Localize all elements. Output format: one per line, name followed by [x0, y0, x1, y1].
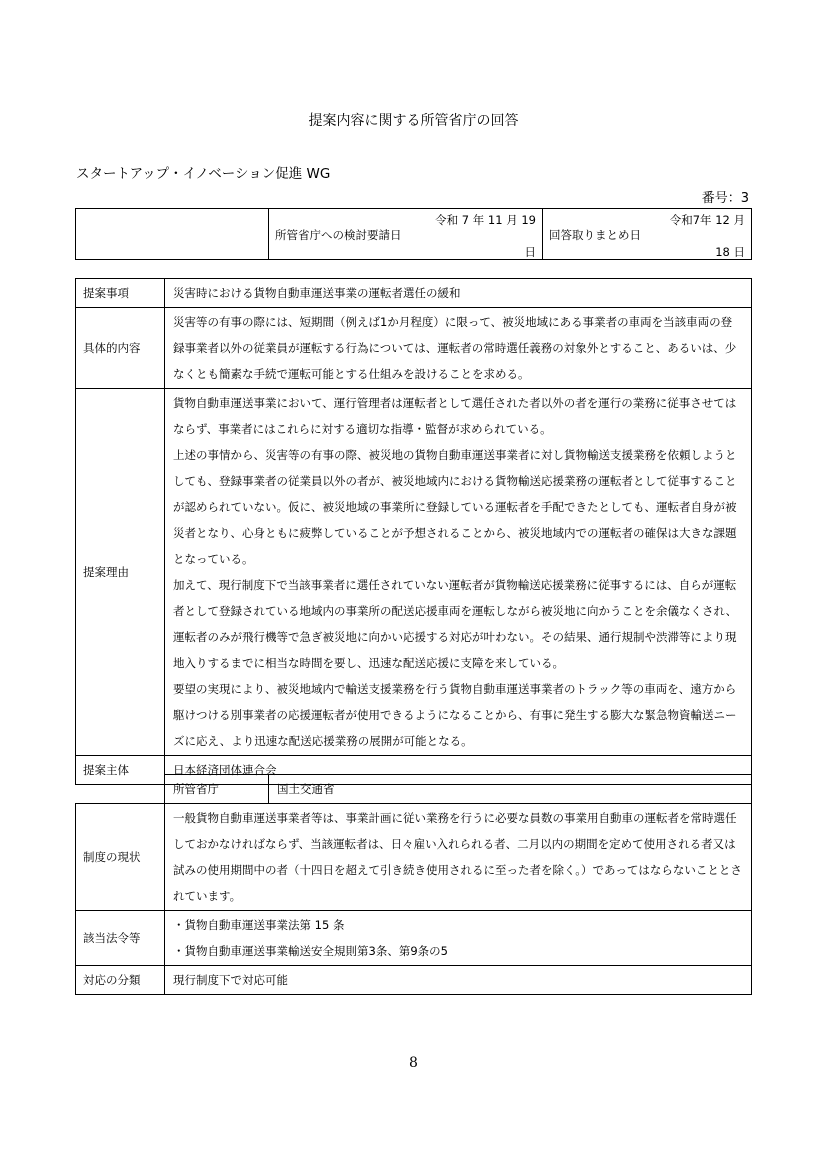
request-date-line1: 令和 7 年 11 月 19	[435, 213, 536, 227]
subject-label: 提案事項	[76, 279, 165, 308]
header-table	[75, 208, 752, 260]
request-date-cell	[269, 209, 543, 260]
reason-paragraph: 加えて、現行制度下で当該事業者に選任されていない運転者が貨物輸送応援業務に従事するには、自らが運転者として登録されている地域内の事業所の配送応援車両を運転しながら被災地に向かうことを余儀なくされ、運転者のみが飛行機等で急ぎ被災地に向かい応援する対応が叶わない。その結果、通行規制や渋滞等により現地入りするまでに相当な時間を要し、迅速な配送応援に支障を来している。	[173, 578, 738, 670]
answer-date-line1: 令和7年 12 月	[669, 213, 745, 227]
proposer-text: 日本経済団体連合会	[165, 756, 752, 785]
law-text	[165, 911, 752, 966]
subject-row	[76, 279, 752, 308]
answer-date-line2: 18 日	[715, 245, 745, 259]
answer-date-cell	[543, 209, 752, 260]
current-row	[76, 804, 752, 911]
reason-row	[76, 389, 752, 756]
ministry-row	[76, 775, 752, 804]
detail-label: 具体的内容	[76, 308, 165, 389]
law-label: 該当法令等	[76, 911, 165, 966]
ministry-text: 国土交通省	[269, 775, 752, 804]
request-date-label: 所管省庁への検討要請日	[275, 228, 402, 242]
category-row	[76, 966, 752, 995]
reason-paragraph: 貨物自動車運送事業において、運行管理者は運転者として選任された者以外の者を運行の業務に従事させてはならず、事業者にはこれらに対する適切な指導・監督が求められている。	[173, 396, 737, 436]
ministry-label: 所管省庁	[165, 775, 269, 804]
detail-text: 災害等の有事の際には、短期間（例えば1か月程度）に限って、被災地域にある事業者の車両を当該車両の登録事業者以外の従業員が運転する行為については、運転者の常時選任義務の対象外とすること、あるいは、少なくとも簡素な手続で運転可能とする仕組みを設けることを求める。	[165, 308, 752, 389]
answer-table	[75, 774, 752, 995]
category-label: 対応の分類	[76, 966, 165, 995]
reason-text	[165, 389, 752, 756]
category-text: 現行制度下で対応可能	[165, 966, 752, 995]
detail-row	[76, 308, 752, 389]
subject-text: 災害時における貨物自動車運送事業の運転者選任の緩和	[165, 279, 752, 308]
reason-paragraph: 上述の事情から、災害等の有事の際、被災地の貨物自動車運送事業者に対し貨物輸送支援業務を依頼しようとしても、登録事業者の従業員以外の者が、被災地域内における貨物輸送応援業務の運転者として従事することが認められていない。仮に、被災地域の事業所に登録している運転者を手配できたとしても、運転者自身が被災者となり、心身ともに疲弊していることが予想されることから、被災地域内での運転者の確保は大きな課題となっている。	[173, 448, 737, 566]
current-label: 制度の現状	[76, 804, 165, 911]
law-item: ・貨物自動車運送事業輸送安全規則第3条、第9条の5	[173, 944, 448, 958]
ministry-blank-cell	[76, 775, 165, 804]
law-row	[76, 911, 752, 966]
proposer-label: 提案主体	[76, 756, 165, 785]
header-blank-cell	[76, 209, 269, 260]
page-number: 8	[409, 1055, 418, 1071]
reason-paragraph: 要望の実現により、被災地域内で輸送支援業務を行う貨物自動車運送事業者のトラック等の車両を、遠方から駆けつける別事業者の応援運転者が使用できるようになることから、有事に発生する膨大な緊急物資輸送ニーズに応え、より迅速な配送応援業務の展開が可能となる。	[173, 682, 737, 748]
proposal-number: 番号：3	[701, 191, 749, 206]
wg-name: スタートアップ・イノベーション促進 WG	[76, 166, 331, 182]
proposal-table	[75, 278, 752, 785]
law-item: ・貨物自動車運送事業法第 15 条	[173, 918, 345, 932]
reason-label: 提案理由	[76, 389, 165, 756]
answer-date-label: 回答取りまとめ日	[549, 228, 641, 242]
current-text: 一般貨物自動車運送事業者等は、事業計画に従い業務を行うに必要な員数の事業用自動車の運転者を常時選任しておかなければならず、当該運転者は、日々雇い入れられる者、二月以内の期間を定めて使用される者又は試みの使用期間中の者（十四日を超えて引き続き使用されるに至った者を除く。）であってはならないこととされています。	[165, 804, 752, 911]
page-title: 提案内容に関する所管省庁の回答	[308, 113, 519, 129]
request-date-line2: 日	[524, 245, 536, 259]
